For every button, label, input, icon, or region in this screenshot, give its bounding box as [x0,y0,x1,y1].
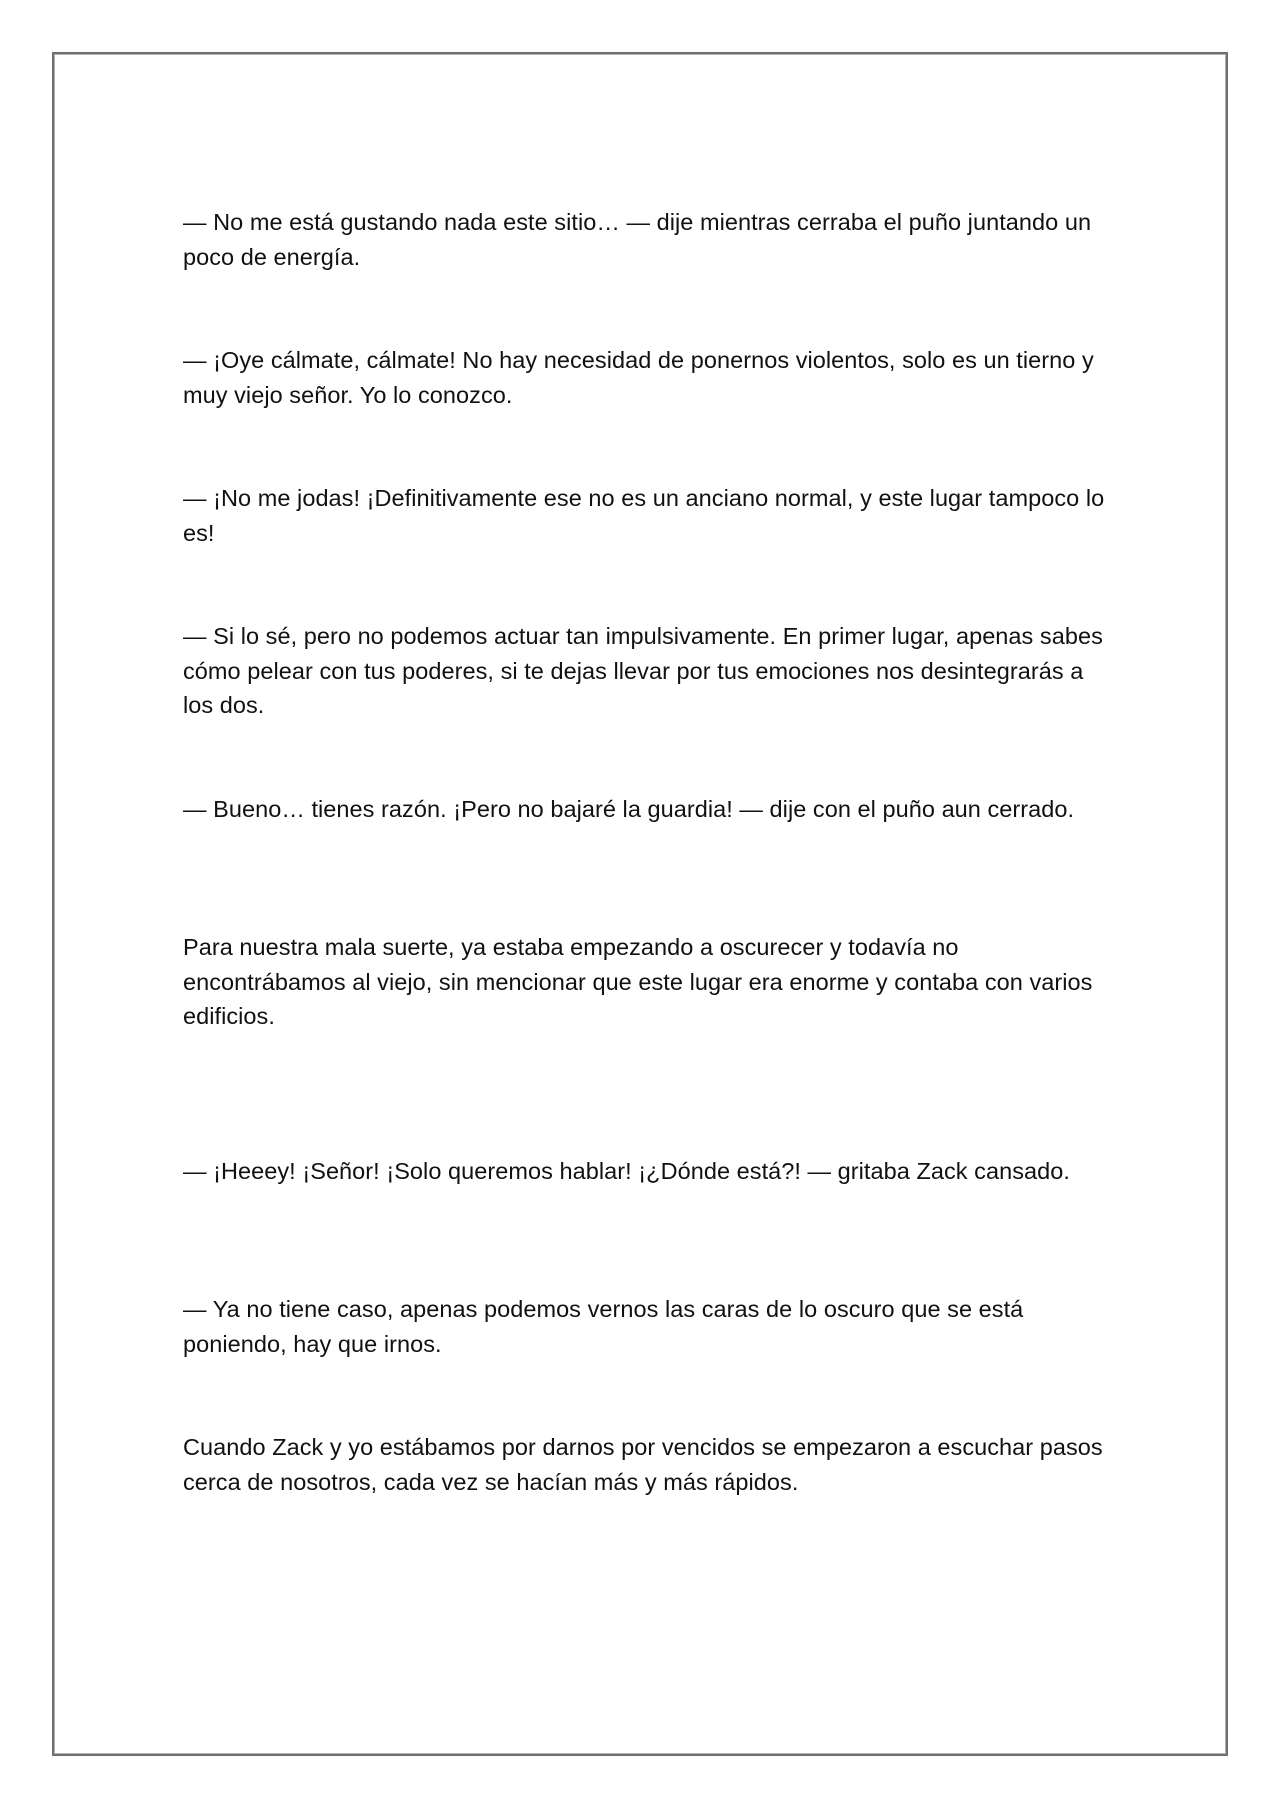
paragraph: — ¡Heeey! ¡Señor! ¡Solo queremos hablar! ¡¿Dónde está?! — gritaba Zack cansado. [183,1158,1070,1184]
paragraph: — ¡No me jodas! ¡Definitivamente ese no es un anciano normal, y este lugar tampoco lo es! [183,485,1105,546]
page-border [52,52,1228,1756]
paragraph: — Ya no tiene caso, apenas podemos vernos las caras de lo oscuro que se está poniendo, hay que irnos. [183,1296,1024,1357]
paragraph: — ¡Oye cálmate, cálmate! No hay necesidad de ponernos violentos, solo es un tierno y muy viejo señor. Yo lo conozco. [183,347,1094,408]
paragraph: — No me está gustando nada este sitio… — dije mientras cerraba el puño juntando un poco de energía. [183,209,1092,270]
paragraph: — Si lo sé, pero no podemos actuar tan impulsivamente. En primer lugar, apenas sabes cómo pelear con tus poderes, si te dejas llevar por tus emociones nos desintegrarás a los dos. [183,623,1103,718]
paragraph: Para nuestra mala suerte, ya estaba empezando a oscurecer y todavía no encontrábamos al viejo, sin mencionar que este lugar era enorme y contaba con varios edificios. [183,934,1093,1029]
paragraph: Cuando Zack y yo estábamos por darnos por vencidos se empezaron a escuchar pasos cerca de nosotros, cada vez se hacían más y más rápidos. [183,1434,1103,1495]
paragraph: — Bueno… tienes razón. ¡Pero no bajaré la guardia! — dije con el puño aun cerrado. [183,796,1075,822]
